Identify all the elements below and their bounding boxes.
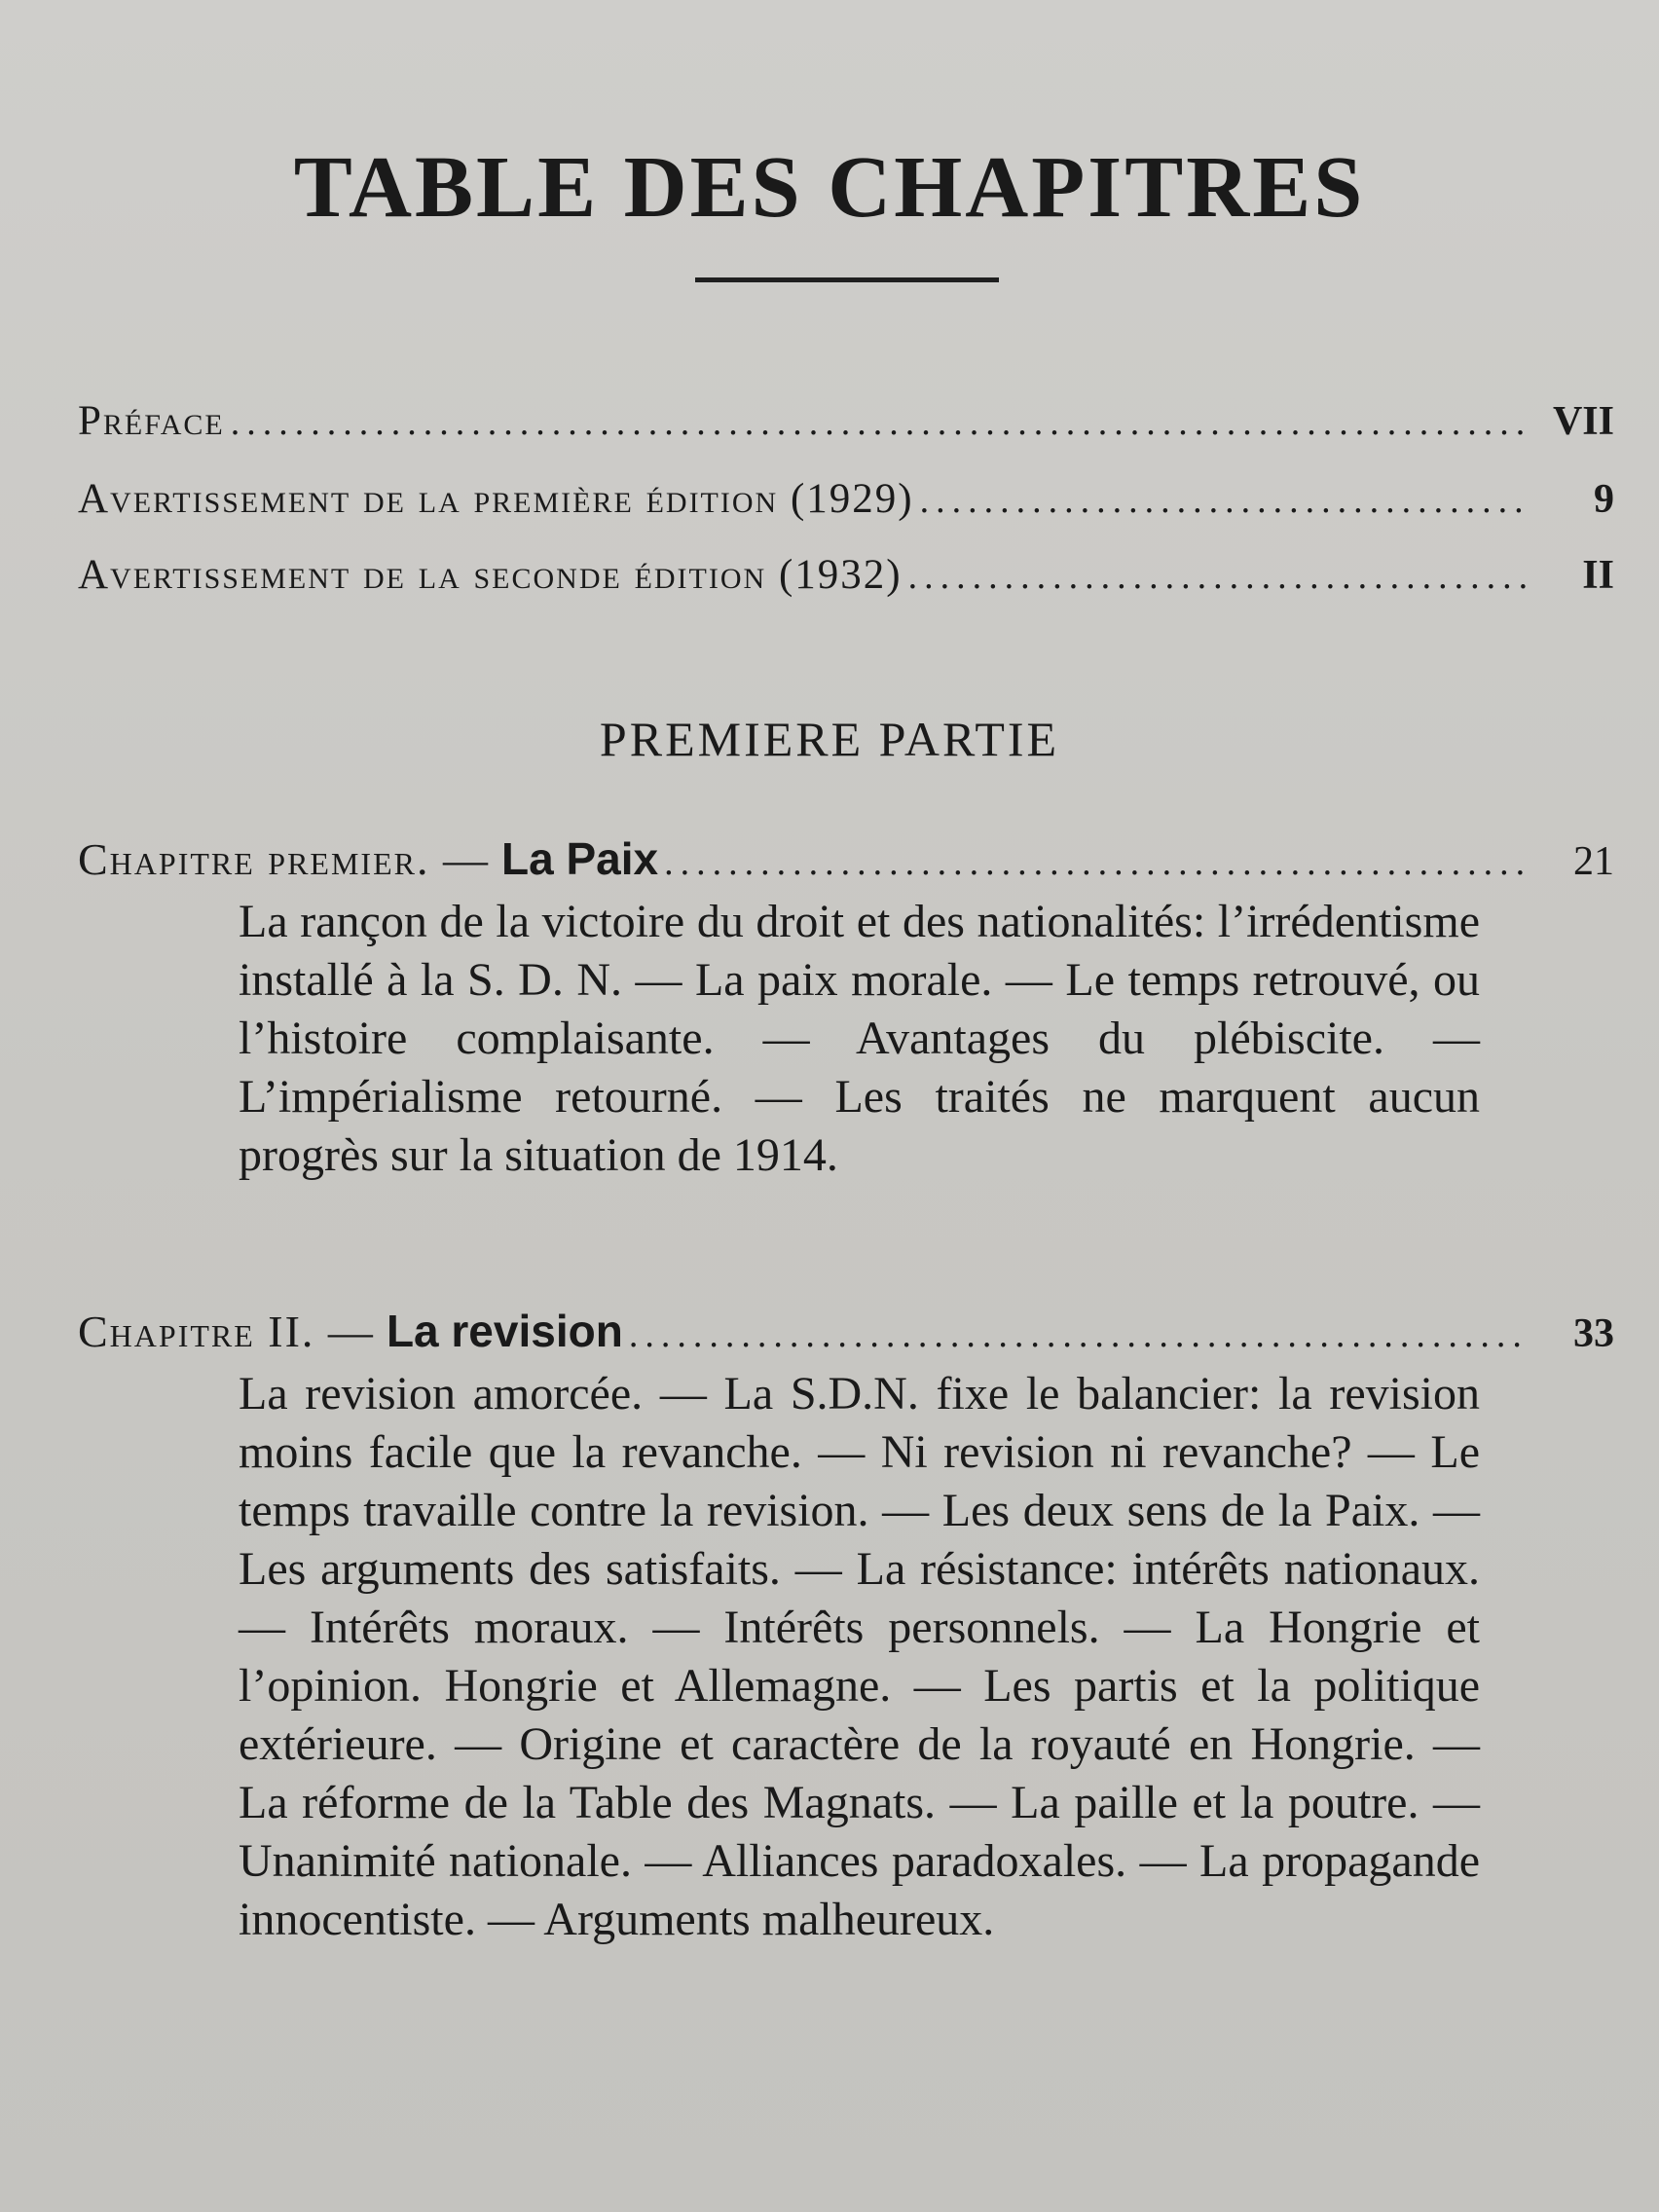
toc-entry-page: 21 [1573, 839, 1614, 884]
dot-leader [920, 479, 1530, 522]
chapter-title: La Paix [500, 833, 659, 884]
toc-entry-label: Préface [78, 398, 225, 444]
toc-entry-chapter-2[interactable] [78, 1305, 1614, 1363]
part-heading: PREMIERE PARTIE [599, 712, 1060, 766]
chapter-title: La revision [386, 1306, 623, 1356]
toc-entry-page: 9 [1594, 477, 1614, 522]
toc-entry-page: II [1582, 553, 1614, 598]
toc-entry-preface[interactable] [78, 397, 1614, 456]
toc-entry-label: Avertissement de la première édition (1929) [78, 476, 914, 522]
chapter-prefix: Chapitre premier. — [78, 834, 490, 884]
toc-entry-page: VII [1552, 399, 1614, 444]
toc-entry-page: 33 [1573, 1311, 1614, 1356]
dot-leader [908, 555, 1530, 598]
toc-entry-first-edition-notice[interactable] [78, 475, 1614, 534]
chapter-1-summary: La rançon de la victoire du droit et des nationalités: l’irrédentisme installé à la S. D. N. — La paix morale. — Le temps retrouvé, ou l’histoire complaisante. — Avantages du plébiscite. — L’impérialisme retourné. — Les traités ne marquent aucun progrès sur la situation de 1914. [239, 896, 1480, 1181]
dot-leader [629, 1313, 1530, 1356]
toc-entry-label: Avertissement de la seconde édition (1932) [78, 552, 903, 598]
page-title: TABLE DES CHAPITRES [293, 139, 1366, 236]
title-underline [695, 277, 999, 282]
chapter-prefix: Chapitre II. — [78, 1307, 375, 1356]
dot-leader [664, 841, 1530, 884]
dot-leader [231, 401, 1530, 444]
toc-entry-second-edition-notice[interactable] [78, 551, 1614, 609]
toc-entry-chapter-1[interactable] [78, 832, 1614, 891]
chapter-2-summary: La revision amorcée. — La S.D.N. fixe le balancier: la revision moins facile que la revanche. — Ni revision ni revanche? — Le temps travaille contre la revision. — Les deux sens de la Paix. — Les arguments des satisfaits. — La résistance: intérêts nationaux. — Intérêts moraux. — Intérêts personnels. — La Hongrie et l’opinion. Hongrie et Allemagne. — Les partis et la politique extérieure. — Origine et caractère de la royauté en Hongrie. — La réforme de la Table des Magnats. — La paille et la poutre. — Unanimité nationale. — Alliances paradoxales. — La propagande innocentiste. — Arguments malheureux. [239, 1368, 1480, 1945]
